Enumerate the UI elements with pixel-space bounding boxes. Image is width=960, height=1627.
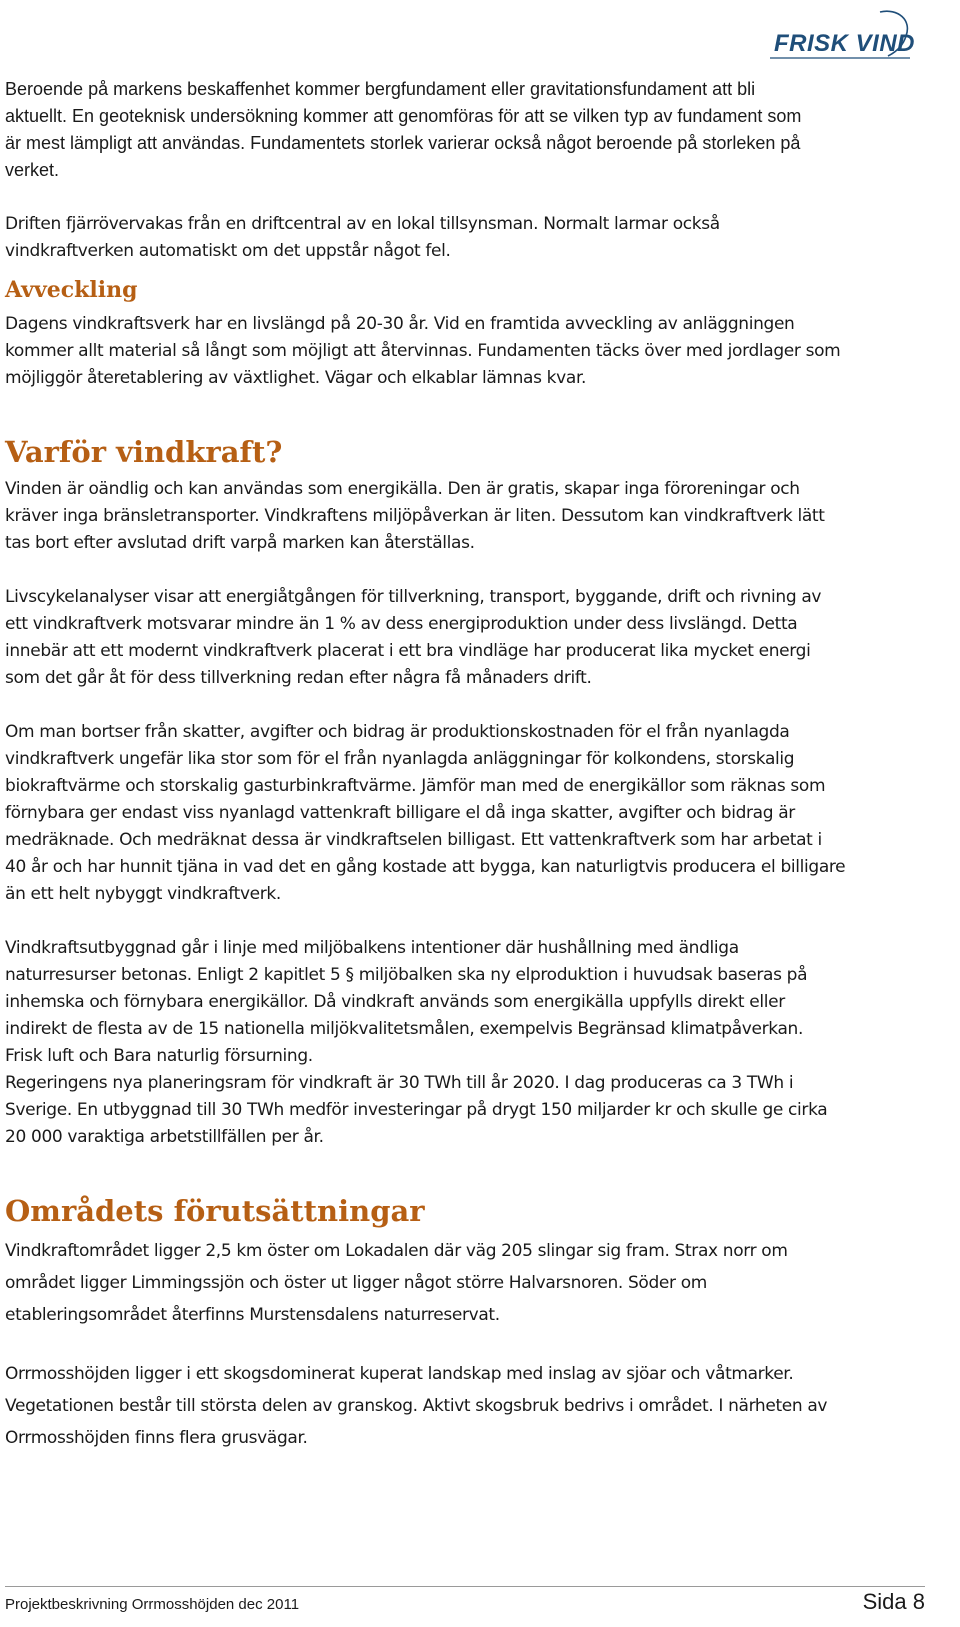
avveckling-heading: Avveckling	[5, 277, 138, 303]
omradets-paragraph-2: Orrmosshöjden ligger i ett skogsdominerat kuperat landskap med inslag av sjöar och våtmarker. Vegetationen består till största delen av granskog. Aktivt skogsbruk bedrivs i området. I närheten av Orrmosshöjden finns flera grusvägar.	[5, 1364, 828, 1448]
document-body	[5, 76, 940, 1454]
omradets-paragraph-1: Vindkraftområdet ligger 2,5 km öster om Lokadalen där väg 205 slingar sig fram. Strax norr om området ligger Limmingssjön och öster ut ligger något större Halvarsnoren. Söder om etableringsområdet återfinns Murstensdalens naturreservat.	[5, 1241, 788, 1325]
page-footer	[5, 1586, 925, 1613]
omradets-heading: Områdets förutsättningar	[5, 1194, 425, 1228]
avveckling-paragraph: Dagens vindkraftsverk har en livslängd på 20-30 år. Vid en framtida avveckling av anläggningen kommer allt material så långt som möjligt att återvinnas. Fundamenten täcks över med jordlager som möjliggör återetablering av växtlighet. Vägar och elkablar lämnas kvar.	[5, 314, 841, 388]
logo-text: FRISK VIND	[774, 30, 916, 57]
intro-paragraph: Beroende på markens beskaffenhet kommer bergfundament eller gravitationsfundament att bli aktuellt. En geoteknisk undersökning kommer att genomföras för att se vilken typ av fundament som är mest lämpligt att användas. Fundamentets storlek varierar också något beroende på storleken på verket.	[5, 79, 802, 180]
drift-paragraph: Driften fjärrövervakas från en driftcentral av en lokal tillsynsman. Normalt larmar också vindkraftverken automatiskt om det uppstår något fel.	[5, 214, 720, 261]
varfor-paragraph-4: Vindkraftsutbyggnad går i linje med miljöbalkens intentioner där hushållning med ändliga naturresurser betonas. Enligt 2 kapitlet 5 § miljöbalken ska ny elproduktion i huvudsak baseras på inhemska och förnybara energikällor. Då vindkraft används som energikälla uppfylls direkt eller indirekt de flesta av de 15 nationella miljökvalitetsmålen, exempelvis Begränsad klimatpåverkan. Frisk luft och Bara naturlig försurning. Regeringens nya planeringsram för vindkraft är 30 TWh till år 2020. I dag produceras ca 3 TWh i Sverige. En utbyggnad till 30 TWh medför investeringar på drygt 150 miljarder kr och skulle ge cirka 20 000 varaktiga arbetstillfällen per år.	[5, 938, 828, 1147]
varfor-paragraph-3: Om man bortser från skatter, avgifter och bidrag är produktionskostnaden för el från nyanlagda vindkraftverk ungefär lika stor som för el från nyanlagda anläggningar för kolkondens, storskalig biokraftvärme och storskalig gasturbinkraftvärme. Jämför man med de energikällor som räknas som förnybara ger endast viss nyanlagd vattenkraft billigare el då inga skatter, avgifter och bidrag är medräknade. Och medräknat dessa är vindkraftselen billigast. Ett vattenkraftverk som har arbetat i 40 år och har hunnit tjäna in vad det en gång kostade att bygga, kan naturligtvis producera el billigare än ett helt nybyggt vindkraftverk.	[5, 722, 846, 904]
page-number: Sida 8	[862, 1589, 925, 1614]
varfor-paragraph-2: Livscykelanalyser visar att energiåtgången för tillverkning, transport, byggande, drift och rivning av ett vindkraftverk motsvarar mindre än 1 % av dess energiproduktion under dess livslängd. Detta innebär att ett modernt vindkraftverk placerat i ett bra vindläge har producerat lika mycket energi som det går åt för dess tillverkning redan efter några få månaders drift.	[5, 587, 822, 688]
frisk-vind-logo	[760, 6, 920, 66]
varfor-paragraph-1: Vinden är oändlig och kan användas som energikälla. Den är gratis, skapar inga föroreningar och kräver inga bränsletransporter. Vindkraftens miljöpåverkan är liten. Dessutom kan vindkraftverk lätt tas bort efter avslutad drift varpå marken kan återställas.	[5, 479, 825, 553]
footer-project-title: Projektbeskrivning Orrmosshöjden dec 2011	[5, 1596, 300, 1613]
varfor-vindkraft-heading: Varför vindkraft?	[5, 435, 283, 469]
